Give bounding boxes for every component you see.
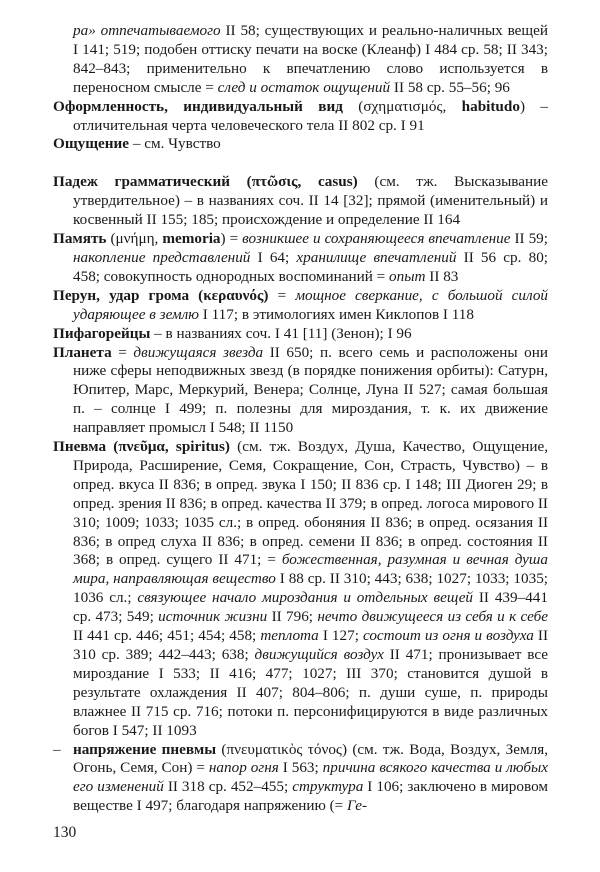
definition-italic: источник жизни — [158, 608, 268, 626]
definition-italic: напор огня — [208, 759, 279, 777]
entry-text: II 58; существующих и реально-наличных вещей I 141; 519; подобен оттиску печати на воске (Клеанф) I 484 ср. 58; II 343; 842–843; применительно к впечатлению слово используется в переносном смысле = — [73, 22, 548, 96]
entry-text: I 106; заключено в мировом веществе I 497; благодаря напряжению (= — [73, 778, 548, 815]
definition-italic: возникшее и сохраняющееся впечатление — [242, 230, 511, 248]
entry-text: – см. Чувство — [129, 135, 221, 153]
definition-italic: причина всякого качества и любых его изменений — [73, 759, 549, 796]
headword: Ощущение — [53, 135, 130, 153]
entry-text: II 441 ср. 446; 451; 454; 458; — [73, 627, 261, 645]
definition-italic: ра» отпечатываемого — [73, 22, 221, 39]
headword: Пневма (πνεῦμα, spiritus) — [53, 438, 230, 456]
entry-text: (см. тж. Высказывание утвердительное) – в названиях соч. II 14 [32]; прямой (именительный) и косвенный II 155; 185; происхождение и определение II 164 — [73, 173, 548, 229]
entry-text: I 88 ср. II 310; 443; 638; 1027; 1033; 1035; 1036 сл.; — [73, 570, 549, 607]
definition-italic: божественная, разумная и вечная душа мира, направляющая вещество — [73, 551, 548, 588]
entry-oshchushchenie — [53, 135, 548, 154]
headword: memoria — [162, 230, 221, 248]
headword: Перун, удар грома (κεραυνός) — [53, 286, 269, 304]
entry-text: ) = — [220, 230, 243, 248]
headword: habitudo — [461, 97, 520, 115]
entry-text: II 318 ср. 452–455; — [163, 778, 293, 796]
definition-italic: Ге- — [347, 797, 368, 815]
headword: Планета — [53, 343, 112, 361]
definition-italic: движущаяся звезда — [133, 343, 264, 361]
entry-text: II 83 — [425, 267, 459, 285]
entry-text: II 310 ср. 389; 442–443; 638; — [73, 627, 549, 663]
entry-text: II 439–441 ср. 473; 549; — [73, 589, 548, 626]
entry-pamyat — [53, 230, 548, 287]
entry-text: (πνευματικὸς τόνος) (см. тж. Вода, Воздух, Земля, Огонь, Семя, Сон) = — [73, 740, 548, 777]
entry-text: II 56 ср. 80; 458; совокупность однородных воспоминаний = — [73, 248, 549, 285]
entry-text: = — [111, 343, 134, 361]
entry-text: II 58 ср. 55–56; 96 — [390, 78, 510, 96]
definition-italic: нечто движущееся из себя и к себе — [317, 608, 548, 626]
definition-italic: след и остаток ощущений — [217, 78, 391, 96]
entry-text: = — [268, 286, 296, 304]
entry-text: (см. тж. Воздух, Душа, Качество, Ощущение, Природа, Расширение, Семя, Сокращение, Сон, Страсть, Чувство) – в опред. вкуса II 836; в опред. звука I 150; II 836 ср. I 148; III Диоген 29; в опред. зрения II 836; в опред. качества II 379; в опред. логоса мирового II 310; 1009; 1033; 1035 сл.; в опред. обоняния II 836; в опред. осязания II 836; в опред слуха II 836; в опред. семени II 836; в опред. состояния II 368; в опред. сущего II 471; = — [73, 438, 548, 569]
entry-oformlennost — [53, 98, 548, 136]
entry-text: II 59; — [510, 230, 548, 248]
entry-text: – в названиях соч. I 41 [11] (Зенон); I 96 — [150, 324, 412, 342]
entry-perun — [53, 287, 548, 325]
page-number: 130 — [53, 824, 77, 841]
definition-italic: движущийся воздух — [254, 646, 384, 663]
entry-text: I 117; в этимологиях имен Киклопов I 118 — [198, 305, 474, 323]
entry-text: I 127; — [318, 627, 363, 645]
section-gap — [53, 154, 548, 173]
entry-text: II 650; п. всего семь и расположены они ниже сферы неподвижных звезд (в порядке понижения орбиты): Сатурн, Юпитер, Марс, Меркурий, Венера; Солнце, Луна II 527; самая большая п. – солнце I 499; п. полезны для мироздания, т. к. их движение направляет промысл I 548; II 1150 — [73, 343, 548, 437]
subentry-napryazhenie-pnevmy — [53, 741, 548, 817]
entry-pifagoreytsy — [53, 325, 548, 344]
definition-italic: структура — [292, 778, 364, 796]
entry-padezh — [53, 173, 548, 230]
subentry-dash: – — [53, 740, 61, 758]
entry-text: ) – отличительная черта человеческого тела II 802 ср. I 91 — [73, 97, 548, 134]
headword: Падеж грамматический (πτῶσις, casus) — [53, 173, 358, 191]
entry-text: (σχηματισμός, — [342, 97, 462, 115]
definition-italic: мощное сверкание, с большой силой ударяющее в землю — [73, 286, 549, 323]
definition-italic: связующее начало мироздания и отдельных вещей — [137, 589, 474, 607]
entry-continuation — [73, 22, 548, 98]
definition-italic: накопление представлений — [73, 248, 251, 266]
headword: Пифагорейцы — [53, 324, 151, 342]
entry-text: I 563; — [278, 759, 323, 777]
definition-italic: хранилище впечатлений — [296, 248, 457, 266]
entry-text: II 796; — [267, 608, 318, 626]
entry-text: (μνήμη, — [106, 230, 163, 248]
definition-italic: теплота — [260, 627, 319, 645]
definition-italic: опыт — [389, 267, 426, 285]
headword: напряжение пневмы — [73, 740, 217, 758]
definition-italic: состоит из огня и воздуха — [362, 627, 534, 645]
entry-text: I 64; — [250, 248, 297, 266]
headword: Память — [53, 230, 107, 248]
entry-pnevma — [53, 438, 548, 741]
headword: Оформленность, индивидуальный вид — [53, 97, 343, 115]
entry-text: II 471; пронизывает все мироздание I 533; II 416; 477; 1027; III 370; становится душой в результате охлаждения II 407; 804–806; п. души суше, п. природы влажнее II 715 ср. 716; потоки п. персонифицируются в виде различных богов I 547; II 1093 — [73, 646, 549, 739]
index-page — [53, 22, 548, 816]
entry-planeta — [53, 344, 548, 439]
